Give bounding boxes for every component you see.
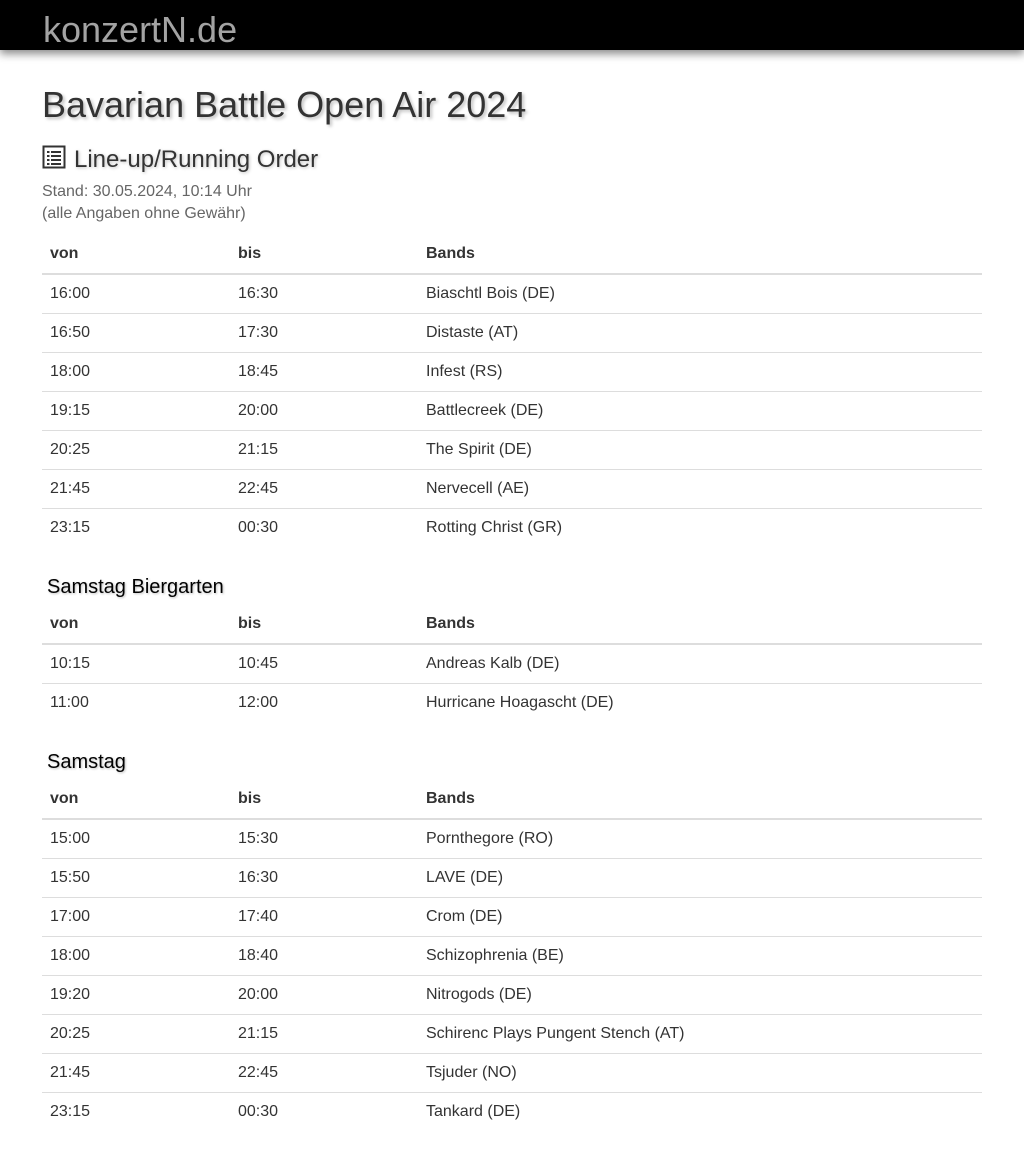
table-row (42, 509, 982, 548)
time-to: 16:30 (230, 859, 418, 898)
time-to: 22:45 (230, 1054, 418, 1093)
time-to: 22:45 (230, 470, 418, 509)
time-from: 15:00 (50, 830, 91, 847)
time-from: 10:15 (50, 655, 91, 672)
lineup-table (42, 235, 982, 547)
top-navbar (0, 0, 1024, 50)
table-row (42, 353, 982, 392)
lineup-table (42, 780, 982, 1131)
table-row (42, 937, 982, 976)
time-from: 23:15 (42, 509, 230, 548)
time-to: 18:45 (230, 353, 418, 392)
band-name: Andreas Kalb (DE) (426, 655, 560, 672)
time-to: 20:00 (230, 392, 418, 431)
stand-timestamp: Stand: 30.05.2024, 10:14 Uhr (42, 183, 252, 200)
band-name: Schirenc Plays Pungent Stench (AT) (418, 1015, 982, 1054)
time-to: 12:00 (230, 684, 418, 723)
band-name: Nitrogods (DE) (418, 976, 982, 1015)
band-name: Crom (DE) (418, 898, 982, 937)
page-title: Bavarian Battle Open Air 2024 (42, 84, 527, 125)
table-header-row (42, 605, 982, 644)
band-name: Rotting Christ (GR) (418, 509, 982, 548)
brand-logo-link[interactable]: konzertN.de (43, 9, 238, 50)
column-header-bands: Bands (418, 605, 982, 644)
table-header-row (42, 235, 982, 274)
time-from: 18:00 (42, 353, 230, 392)
table-row (42, 1054, 982, 1093)
time-from: 11:00 (42, 684, 230, 723)
band-name: Infest (RS) (418, 353, 982, 392)
column-header-from: von (42, 605, 230, 644)
time-to: 18:40 (230, 937, 418, 976)
table-row (42, 684, 982, 723)
band-name: Biaschtl Bois (DE) (426, 285, 555, 302)
band-name: Hurricane Hoagascht (DE) (418, 684, 982, 723)
column-header-bands: Bands (418, 780, 982, 819)
time-from: 21:45 (42, 1054, 230, 1093)
time-from: 17:00 (42, 898, 230, 937)
column-header-to: bis (230, 780, 418, 819)
meta-info (42, 181, 252, 225)
table-row (42, 392, 982, 431)
column-header-to: bis (230, 235, 418, 274)
time-to: 17:30 (230, 314, 418, 353)
lineup-table (42, 605, 982, 722)
time-to: 00:30 (230, 509, 418, 548)
table-row (42, 976, 982, 1015)
list-icon (42, 144, 66, 170)
table-row (42, 1093, 982, 1132)
time-from: 20:25 (42, 1015, 230, 1054)
time-to: 17:40 (230, 898, 418, 937)
time-from: 19:15 (42, 392, 230, 431)
table-row (42, 470, 982, 509)
time-from: 23:15 (42, 1093, 230, 1132)
time-from: 16:00 (50, 285, 91, 302)
section-title-text: Line-up/Running Order (74, 146, 319, 173)
time-from: 16:50 (42, 314, 230, 353)
time-to: 21:15 (230, 1015, 418, 1054)
day-title: Samstag Biergarten (47, 576, 224, 598)
band-name: Battlecreek (DE) (418, 392, 982, 431)
time-to: 00:30 (230, 1093, 418, 1132)
column-header-to: bis (230, 605, 418, 644)
band-name: Distaste (AT) (418, 314, 982, 353)
column-header-from: von (42, 235, 230, 274)
time-from: 19:20 (42, 976, 230, 1015)
column-header-from: von (42, 780, 230, 819)
day-title: Samstag (47, 751, 126, 773)
band-name: Tankard (DE) (418, 1093, 982, 1132)
table-row (42, 644, 982, 684)
time-to: 15:30 (238, 830, 279, 847)
table-header-row (42, 780, 982, 819)
time-to: 16:30 (238, 285, 279, 302)
band-name: LAVE (DE) (418, 859, 982, 898)
table-row (42, 1015, 982, 1054)
time-to: 21:15 (230, 431, 418, 470)
table-row (42, 274, 982, 314)
time-from: 20:25 (42, 431, 230, 470)
column-header-bands: Bands (418, 235, 982, 274)
table-row (42, 859, 982, 898)
band-name: Tsjuder (NO) (418, 1054, 982, 1093)
time-from: 18:00 (42, 937, 230, 976)
table-row (42, 314, 982, 353)
table-row (42, 898, 982, 937)
time-from: 15:50 (42, 859, 230, 898)
time-from: 21:45 (42, 470, 230, 509)
table-row (42, 431, 982, 470)
time-to: 20:00 (230, 976, 418, 1015)
band-name: Schizophrenia (BE) (418, 937, 982, 976)
time-to: 10:45 (238, 655, 279, 672)
band-name: Nervecell (AE) (418, 470, 982, 509)
band-name: Pornthegore (RO) (426, 830, 554, 847)
section-title (42, 144, 318, 174)
table-row (42, 819, 982, 859)
band-name: The Spirit (DE) (418, 431, 982, 470)
disclaimer: (alle Angaben ohne Gewähr) (42, 205, 246, 222)
